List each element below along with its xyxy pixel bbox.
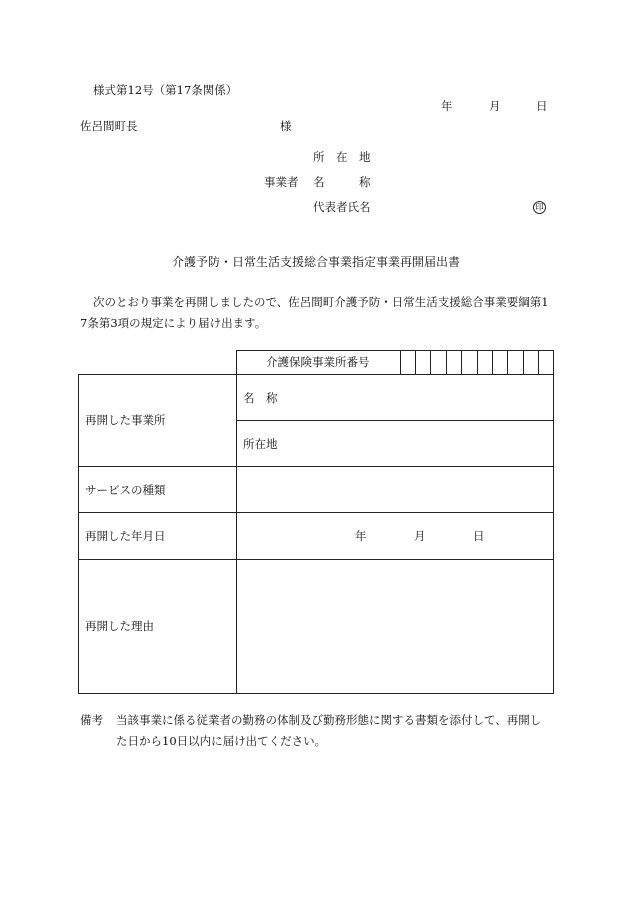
address-label: 所 在 地: [313, 150, 371, 164]
digit-divider: [523, 350, 524, 375]
form-number: 様式第12号（第17条関係）: [93, 83, 238, 97]
office-name-label: 名 称: [243, 391, 278, 405]
note-line-1: 当該事業に係る従業者の勤務の体制及び勤務形態に関する書類を添付して、再開し: [116, 713, 542, 727]
digit-divider: [507, 350, 508, 375]
digit-divider: [446, 350, 447, 375]
business-name-label: 名 称: [313, 175, 371, 189]
note-label: 備考: [80, 713, 103, 727]
date-day-label: 日: [536, 99, 548, 113]
body-line-1: 次のとおり事業を再開しましたので、佐呂間町介護予防・日常生活支援総合事業要綱第1: [93, 295, 549, 309]
resume-date-label: 再開した年月日: [85, 529, 166, 543]
office-number-label: 介護保険事業所番号: [266, 355, 370, 369]
digit-divider: [430, 350, 431, 375]
note-line-2: た日から10日以内に届け出てください。: [116, 734, 327, 748]
service-type-label: サービスの種類: [85, 483, 166, 497]
row-divider: [236, 420, 554, 421]
resume-day-label: 日: [473, 529, 485, 543]
date-year-label: 年: [441, 99, 453, 113]
addressee-honorific: 様: [280, 119, 292, 133]
row-divider: [78, 512, 554, 513]
digit-divider: [492, 350, 493, 375]
reason-label: 再開した理由: [85, 619, 154, 633]
body-line-2: 7条第3項の規定により届け出ます。: [80, 316, 267, 330]
office-location-label: 所在地: [243, 437, 278, 451]
digit-divider: [538, 350, 539, 375]
row-divider: [78, 559, 554, 560]
document-title: 介護予防・日常生活支援総合事業指定事業再開届出書: [172, 255, 461, 269]
digit-divider: [400, 350, 401, 375]
date-month-label: 月: [489, 99, 501, 113]
seal-mark: 印: [533, 201, 546, 214]
resume-year-label: 年: [355, 529, 367, 543]
office-label: 再開した事業所: [85, 413, 166, 427]
digit-divider: [415, 350, 416, 375]
business-label: 事業者: [264, 175, 299, 189]
digit-divider: [477, 350, 478, 375]
column-divider: [236, 374, 237, 694]
row-divider: [78, 466, 554, 467]
digit-divider: [461, 350, 462, 375]
representative-label: 代表者氏名: [313, 200, 371, 214]
addressee: 佐呂間町長: [80, 119, 138, 133]
resume-month-label: 月: [414, 529, 426, 543]
